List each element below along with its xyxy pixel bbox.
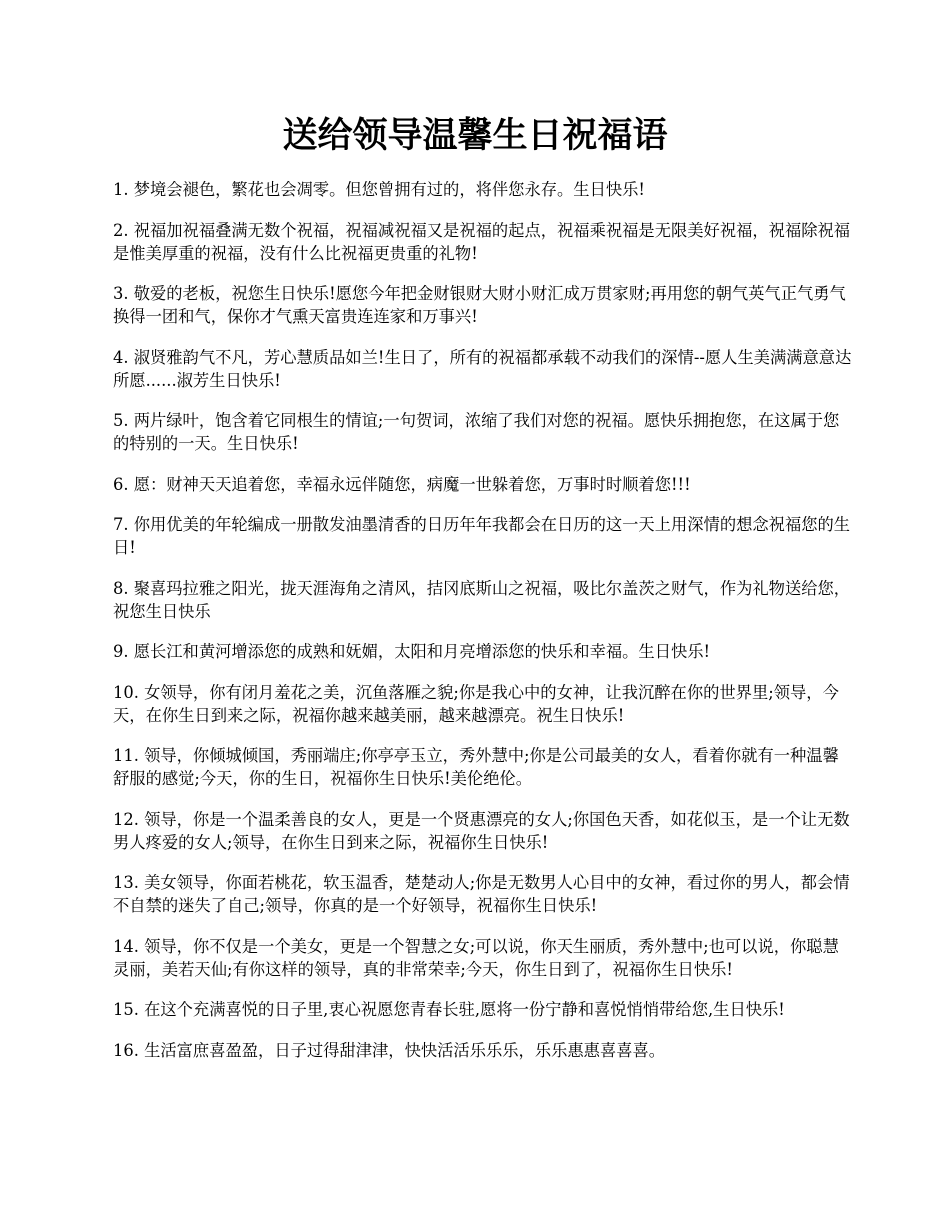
list-item: 4. 淑贤雅韵气不凡，芳心慧质品如兰!生日了，所有的祝福都承载不动我们的深情--愿人生美满满意意达所愿......淑芳生日快乐! [113,347,852,390]
list-item: 13. 美女领导，你面若桃花，软玉温香，楚楚动人;你是无数男人心目中的女神，看过你的男人，都会情不自禁的迷失了自己;领导，你真的是一个好领导，祝福你生日快乐! [113,873,850,915]
list-item: 10. 女领导，你有闭月羞花之美，沉鱼落雁之貌;你是我心中的女神，让我沉醉在你的世界里;领导，今天，在你生日到来之际，祝福你越来越美丽，越来越漂亮。祝生日快乐! [113,682,839,725]
page-title: 送给领导温馨生日祝福语 [282,115,668,156]
list-item: 6. 愿：财神天天追着您，幸福永远伴随您，病魔一世躲着您，万事时时顺着您!!! [113,474,691,494]
list-item: 11. 领导，你倾城倾国，秀丽端庄;你亭亭玉立，秀外慧中;你是公司最美的女人，看着你就有一种温馨舒服的感觉;今天，你的生日，祝福你生日快乐!美伦绝伦。 [113,746,839,788]
list-item: 12. 领导，你是一个温柔善良的女人，更是一个贤惠漂亮的女人;你国色天香，如花似玉，是一个让无数男人疼爱的女人;领导，在你生日到来之际，祝福你生日快乐! [113,809,850,852]
list-item: 14. 领导，你不仅是一个美女，更是一个智慧之女;可以说，你天生丽质，秀外慧中;也可以说，你聪慧灵丽，美若天仙;有你这样的领导，真的非常荣幸;今天，你生日到了，祝福你生日快乐! [113,936,839,979]
greeting-list [113,178,855,1079]
list-item: 16. 生活富庶喜盈盈，日子过得甜津津，快快活活乐乐乐，乐乐惠惠喜喜喜。 [113,1040,666,1060]
list-item: 5. 两片绿叶，饱含着它同根生的情谊;一句贺词，浓缩了我们对您的祝福。愿快乐拥抱您，在这属于您的特别的一天。生日快乐! [113,411,840,453]
list-item: 7. 你用优美的年轮编成一册散发油墨清香的日历年年我都会在日历的这一天上用深情的想念祝福您的生日! [113,515,851,557]
list-item: 15. 在这个充满喜悦的日子里,衷心祝愿您青春长驻,愿将一份宁静和喜悦悄悄带给您,生日快乐! [113,1000,785,1019]
list-item: 3. 敬爱的老板，祝您生日快乐!愿您今年把金财银财大财小财汇成万贯家财;再用您的朝气英气正气勇气换得一团和气，保你才气熏天富贵连连家和万事兴! [113,284,846,326]
list-item: 9. 愿长江和黄河增添您的成熟和妩媚，太阳和月亮增添您的快乐和幸福。生日快乐! [113,642,711,661]
list-item: 8. 聚喜玛拉雅之阳光，拢天涯海角之清风，拮冈底斯山之祝福，吸比尔盖茨之财气，作为礼物送给您，祝您生日快乐 [113,578,851,621]
list-item: 1. 梦境会褪色，繁花也会凋零。但您曾拥有过的，将伴您永存。生日快乐! [113,180,645,199]
list-item: 2. 祝福加祝福叠满无数个祝福，祝福减祝福又是祝福的起点，祝福乘祝福是无限美好祝福，祝福除祝福是惟美厚重的祝福，没有什么比祝福更贵重的礼物! [113,220,851,263]
